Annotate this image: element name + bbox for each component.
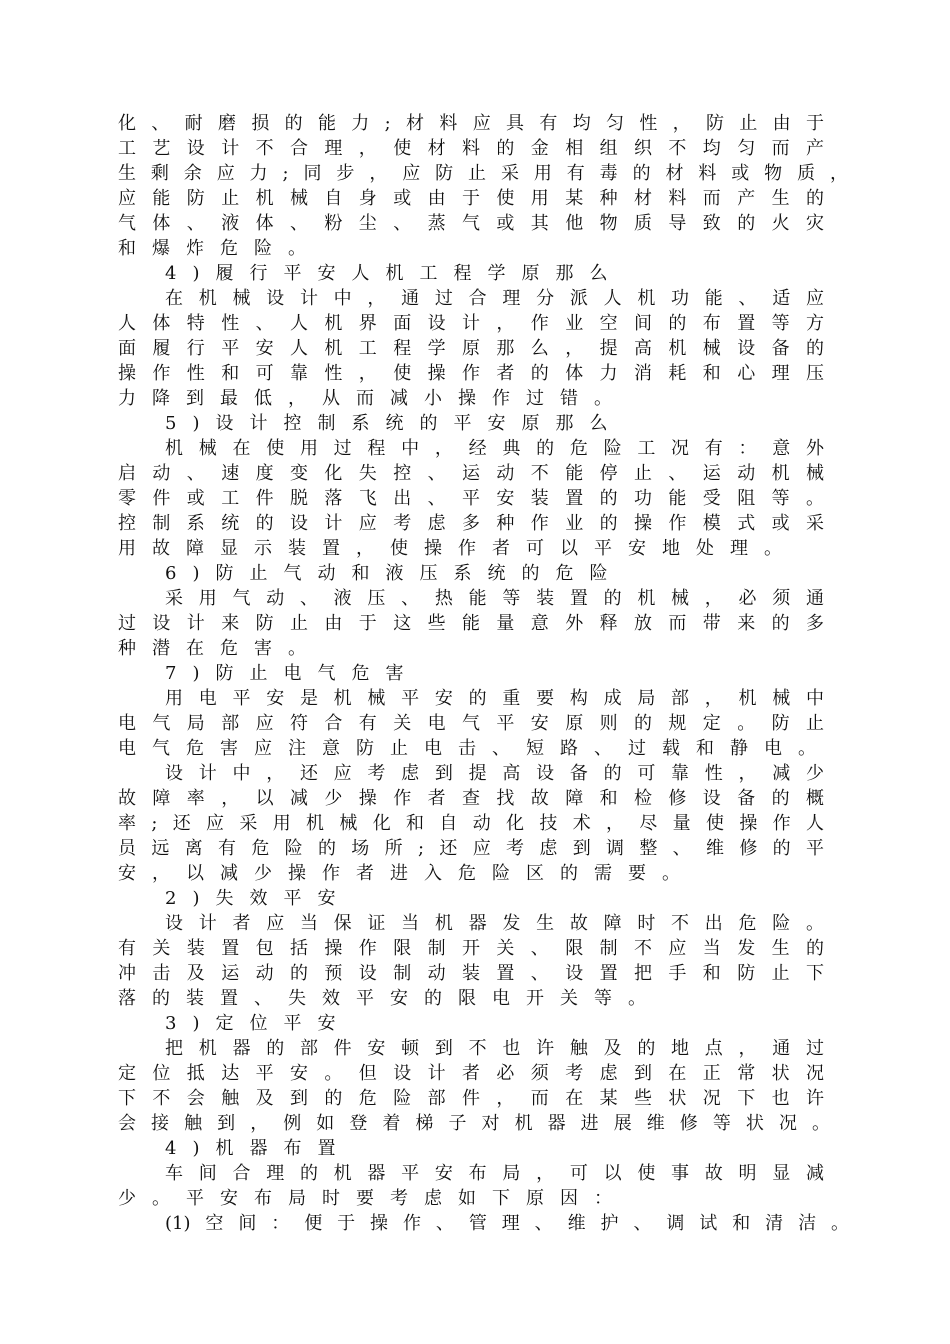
text-line: 人体特性、人机界面设计，作业空间的布置等方 xyxy=(118,313,824,334)
text-line: 冲击及运动的预设制动装置、设置把手和防止下 xyxy=(118,963,824,984)
text-line: 员远离有危险的场所;还应考虑到调整、维修的平 xyxy=(118,838,824,859)
text-line: 定位抵达平安。但设计者必须考虑到在正常状况 xyxy=(118,1063,824,1084)
text-line: 用电平安是机械平安的重要构成局部，机械中 xyxy=(165,688,824,709)
text-line: 电气危害应注意防止电击、短路、过载和静电。 xyxy=(118,738,832,759)
text-line: 气体、液体、粉尘、蒸气或其他物质导致的火灾 xyxy=(118,213,824,234)
text-line: 机械在使用过程中，经典的危险工况有：意外 xyxy=(165,438,824,459)
section-heading: 3)定位平安 xyxy=(165,1013,352,1034)
text-line: 设计中，还应考虑到提高设备的可靠性，减少 xyxy=(165,763,824,784)
section-heading: 2)失效平安 xyxy=(165,888,352,909)
text-line: 生剩余应力;同步，应防止采用有毒的材料或物质， xyxy=(118,163,848,184)
text-line: 力降到最低，从而减小操作过错。 xyxy=(118,388,628,409)
text-line: (1)空间：便于操作、管理、维护、调试和清洁。 xyxy=(165,1213,849,1234)
text-line: 设计者应当保证当机器发生故障时不出危险。 xyxy=(165,913,824,934)
text-line: 工艺设计不合理，使材料的金相组织不均匀而产 xyxy=(118,138,824,159)
text-line: 少。平安布局时要考虑如下原因： xyxy=(118,1188,628,1209)
text-line: 控制系统的设计应考虑多种作业的操作模式或采 xyxy=(118,513,824,534)
text-line: 应能防止机械自身或由于使用某种材料而产生的 xyxy=(118,188,824,209)
text-line: 车间合理的机器平安布局，可以使事故明显减 xyxy=(165,1163,824,1184)
text-line: 落的装置、失效平安的限电开关等。 xyxy=(118,988,662,1009)
text-line: 率;还应采用机械化和自动化技术，尽量使操作人 xyxy=(118,813,824,834)
text-line: 下不会触及到的危险部件，而在某些状况下也许 xyxy=(118,1088,824,1109)
section-heading: 6)防止气动和液压系统的危险 xyxy=(165,563,624,584)
text-line: 电气局部应符合有关电气平安原则的规定。防止 xyxy=(118,713,824,734)
text-line: 种潜在危害。 xyxy=(118,638,322,659)
text-line: 过设计来防止由于这些能量意外释放而带来的多 xyxy=(118,613,824,634)
section-heading: 7)防止电气危害 xyxy=(165,663,420,684)
text-line: 用故障显示装置，使操作者可以平安地处理。 xyxy=(118,538,798,559)
section-heading: 5)设计控制系统的平安原那么 xyxy=(165,413,624,434)
text-line: 面履行平安人机工程学原那么，提高机械设备的 xyxy=(118,338,824,359)
text-line: 化、耐磨损的能力;材料应具有均匀性，防止由于 xyxy=(118,113,824,134)
text-line: 操作性和可靠性，使操作者的体力消耗和心理压 xyxy=(118,363,824,384)
section-heading: 4)机器布置 xyxy=(165,1138,352,1159)
section-heading: 4)履行平安人机工程学原那么 xyxy=(165,263,624,284)
text-line: 在机械设计中，通过合理分派人机功能、适应 xyxy=(165,288,824,309)
text-line: 把机器的部件安顿到不也许触及的地点，通过 xyxy=(165,1038,824,1059)
text-line: 零件或工件脱落飞出、平安装置的功能受阻等。 xyxy=(118,488,824,509)
text-line: 会接触到，例如登着梯子对机器进展维修等状况。 xyxy=(118,1113,830,1134)
text-line: 安，以减少操作者进入危险区的需要。 xyxy=(118,863,696,884)
text-line: 采用气动、液压、热能等装置的机械，必须通 xyxy=(165,588,824,609)
text-line: 和爆炸危险。 xyxy=(118,238,322,259)
text-line: 故障率，以减少操作者查找故障和检修设备的概 xyxy=(118,788,824,809)
text-line: 有关装置包括操作限制开关、限制不应当发生的 xyxy=(118,938,824,959)
text-line: 启动、速度变化失控、运动不能停止、运动机械 xyxy=(118,463,824,484)
